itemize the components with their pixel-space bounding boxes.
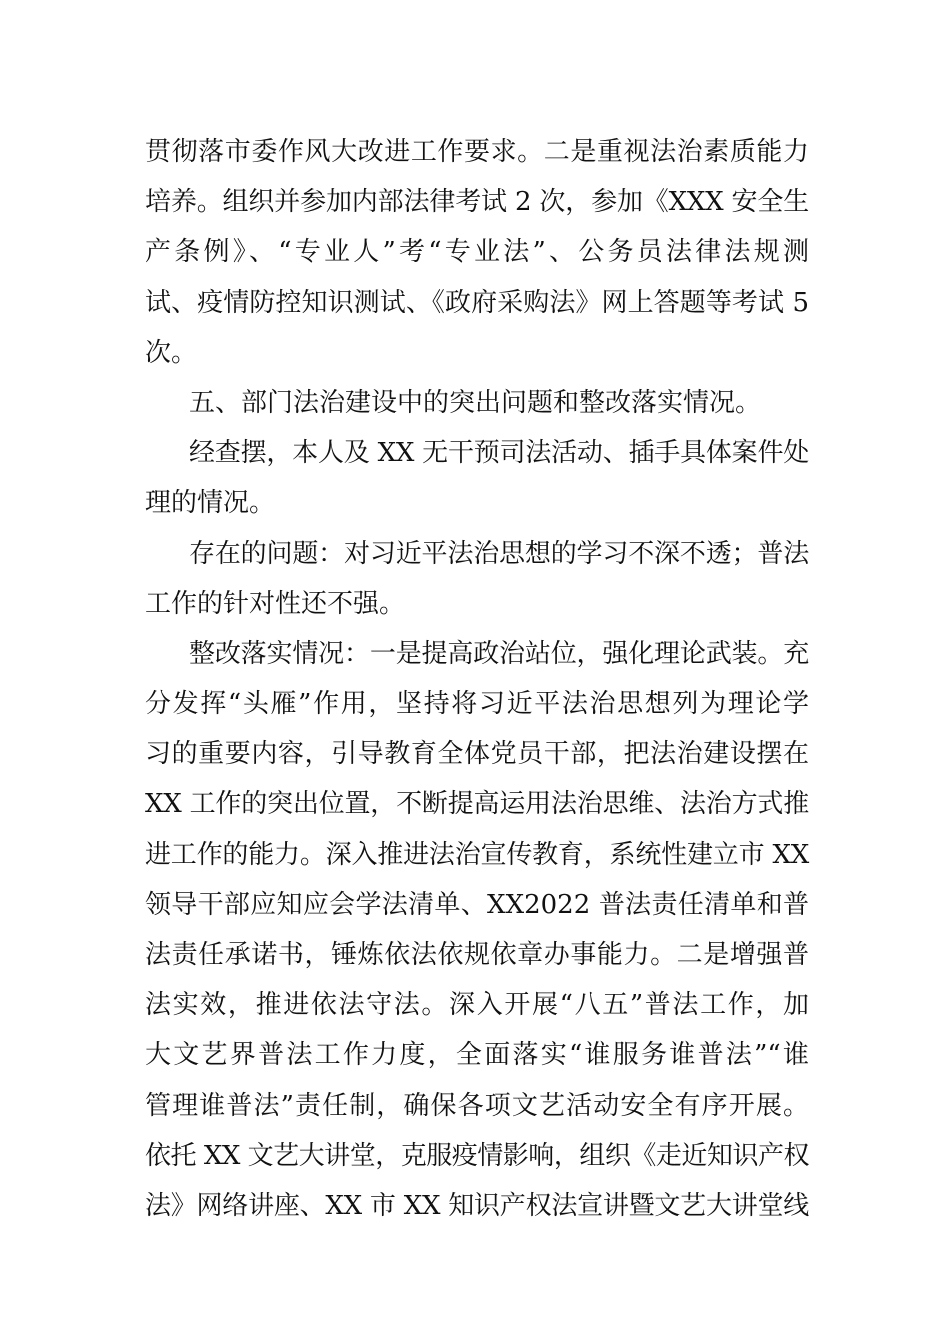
text-line: 次。 bbox=[145, 337, 198, 368]
text-line: 法实效，推进依法守法。深入开展“八五”普法工作，加 bbox=[145, 990, 809, 1021]
document-body bbox=[145, 127, 809, 1231]
text-line: 进工作的能力。深入推进法治宣传教育，系统性建立市 XX bbox=[145, 839, 809, 870]
text-line: 分发挥“头雁”作用，坚持将习近平法治思想列为理论学 bbox=[145, 689, 809, 720]
text-line: 领导干部应知应会学法清单、XX2022 普法责任清单和普 bbox=[145, 889, 809, 920]
text-line: 产条例》、“专业人”考“专业法”、公务员法律法规测 bbox=[145, 237, 809, 268]
text-line: 习的重要内容，引导教育全体党员干部，把法治建设摆在 bbox=[145, 739, 809, 770]
section-heading: 五、部门法治建设中的突出问题和整改落实情况。 bbox=[189, 387, 762, 418]
text-line: 依托 XX 文艺大讲堂，克服疫情影响，组织《走近知识产权 bbox=[145, 1140, 809, 1171]
text-line: 试、疫情防控知识测试、《政府采购法》网上答题等考试 5 bbox=[145, 287, 809, 318]
text-line: 理的情况。 bbox=[145, 488, 276, 519]
paragraph-first-line: 存在的问题：对习近平法治思想的学习不深不透；普法 bbox=[189, 538, 809, 569]
text-line: 法责任承诺书，锤炼依法依规依章办事能力。二是增强普 bbox=[145, 940, 809, 970]
paragraph-first-line: 整改落实情况：一是提高政治站位，强化理论武装。充 bbox=[189, 638, 809, 669]
paragraph-first-line: 经查摆，本人及 XX 无干预司法活动、插手具体案件处 bbox=[189, 438, 809, 469]
text-line: 大文艺界普法工作力度，全面落实“谁服务谁普法”“谁 bbox=[145, 1040, 809, 1071]
text-line: 法》网络讲座、XX 市 XX 知识产权法宣讲暨文艺大讲堂线 bbox=[145, 1190, 809, 1221]
text-line: 工作的针对性还不强。 bbox=[145, 588, 406, 619]
text-line: 培养。组织并参加内部法律考试 2 次，参加《XXX 安全生 bbox=[145, 187, 809, 218]
text-line: 管理谁普法”责任制，确保各项文艺活动安全有序开展。 bbox=[145, 1090, 809, 1121]
text-line: XX 工作的突出位置，不断提高运用法治思维、法治方式推 bbox=[145, 789, 809, 820]
text-line: 贯彻落市委作风大改进工作要求。二是重视法治素质能力 bbox=[145, 137, 809, 167]
